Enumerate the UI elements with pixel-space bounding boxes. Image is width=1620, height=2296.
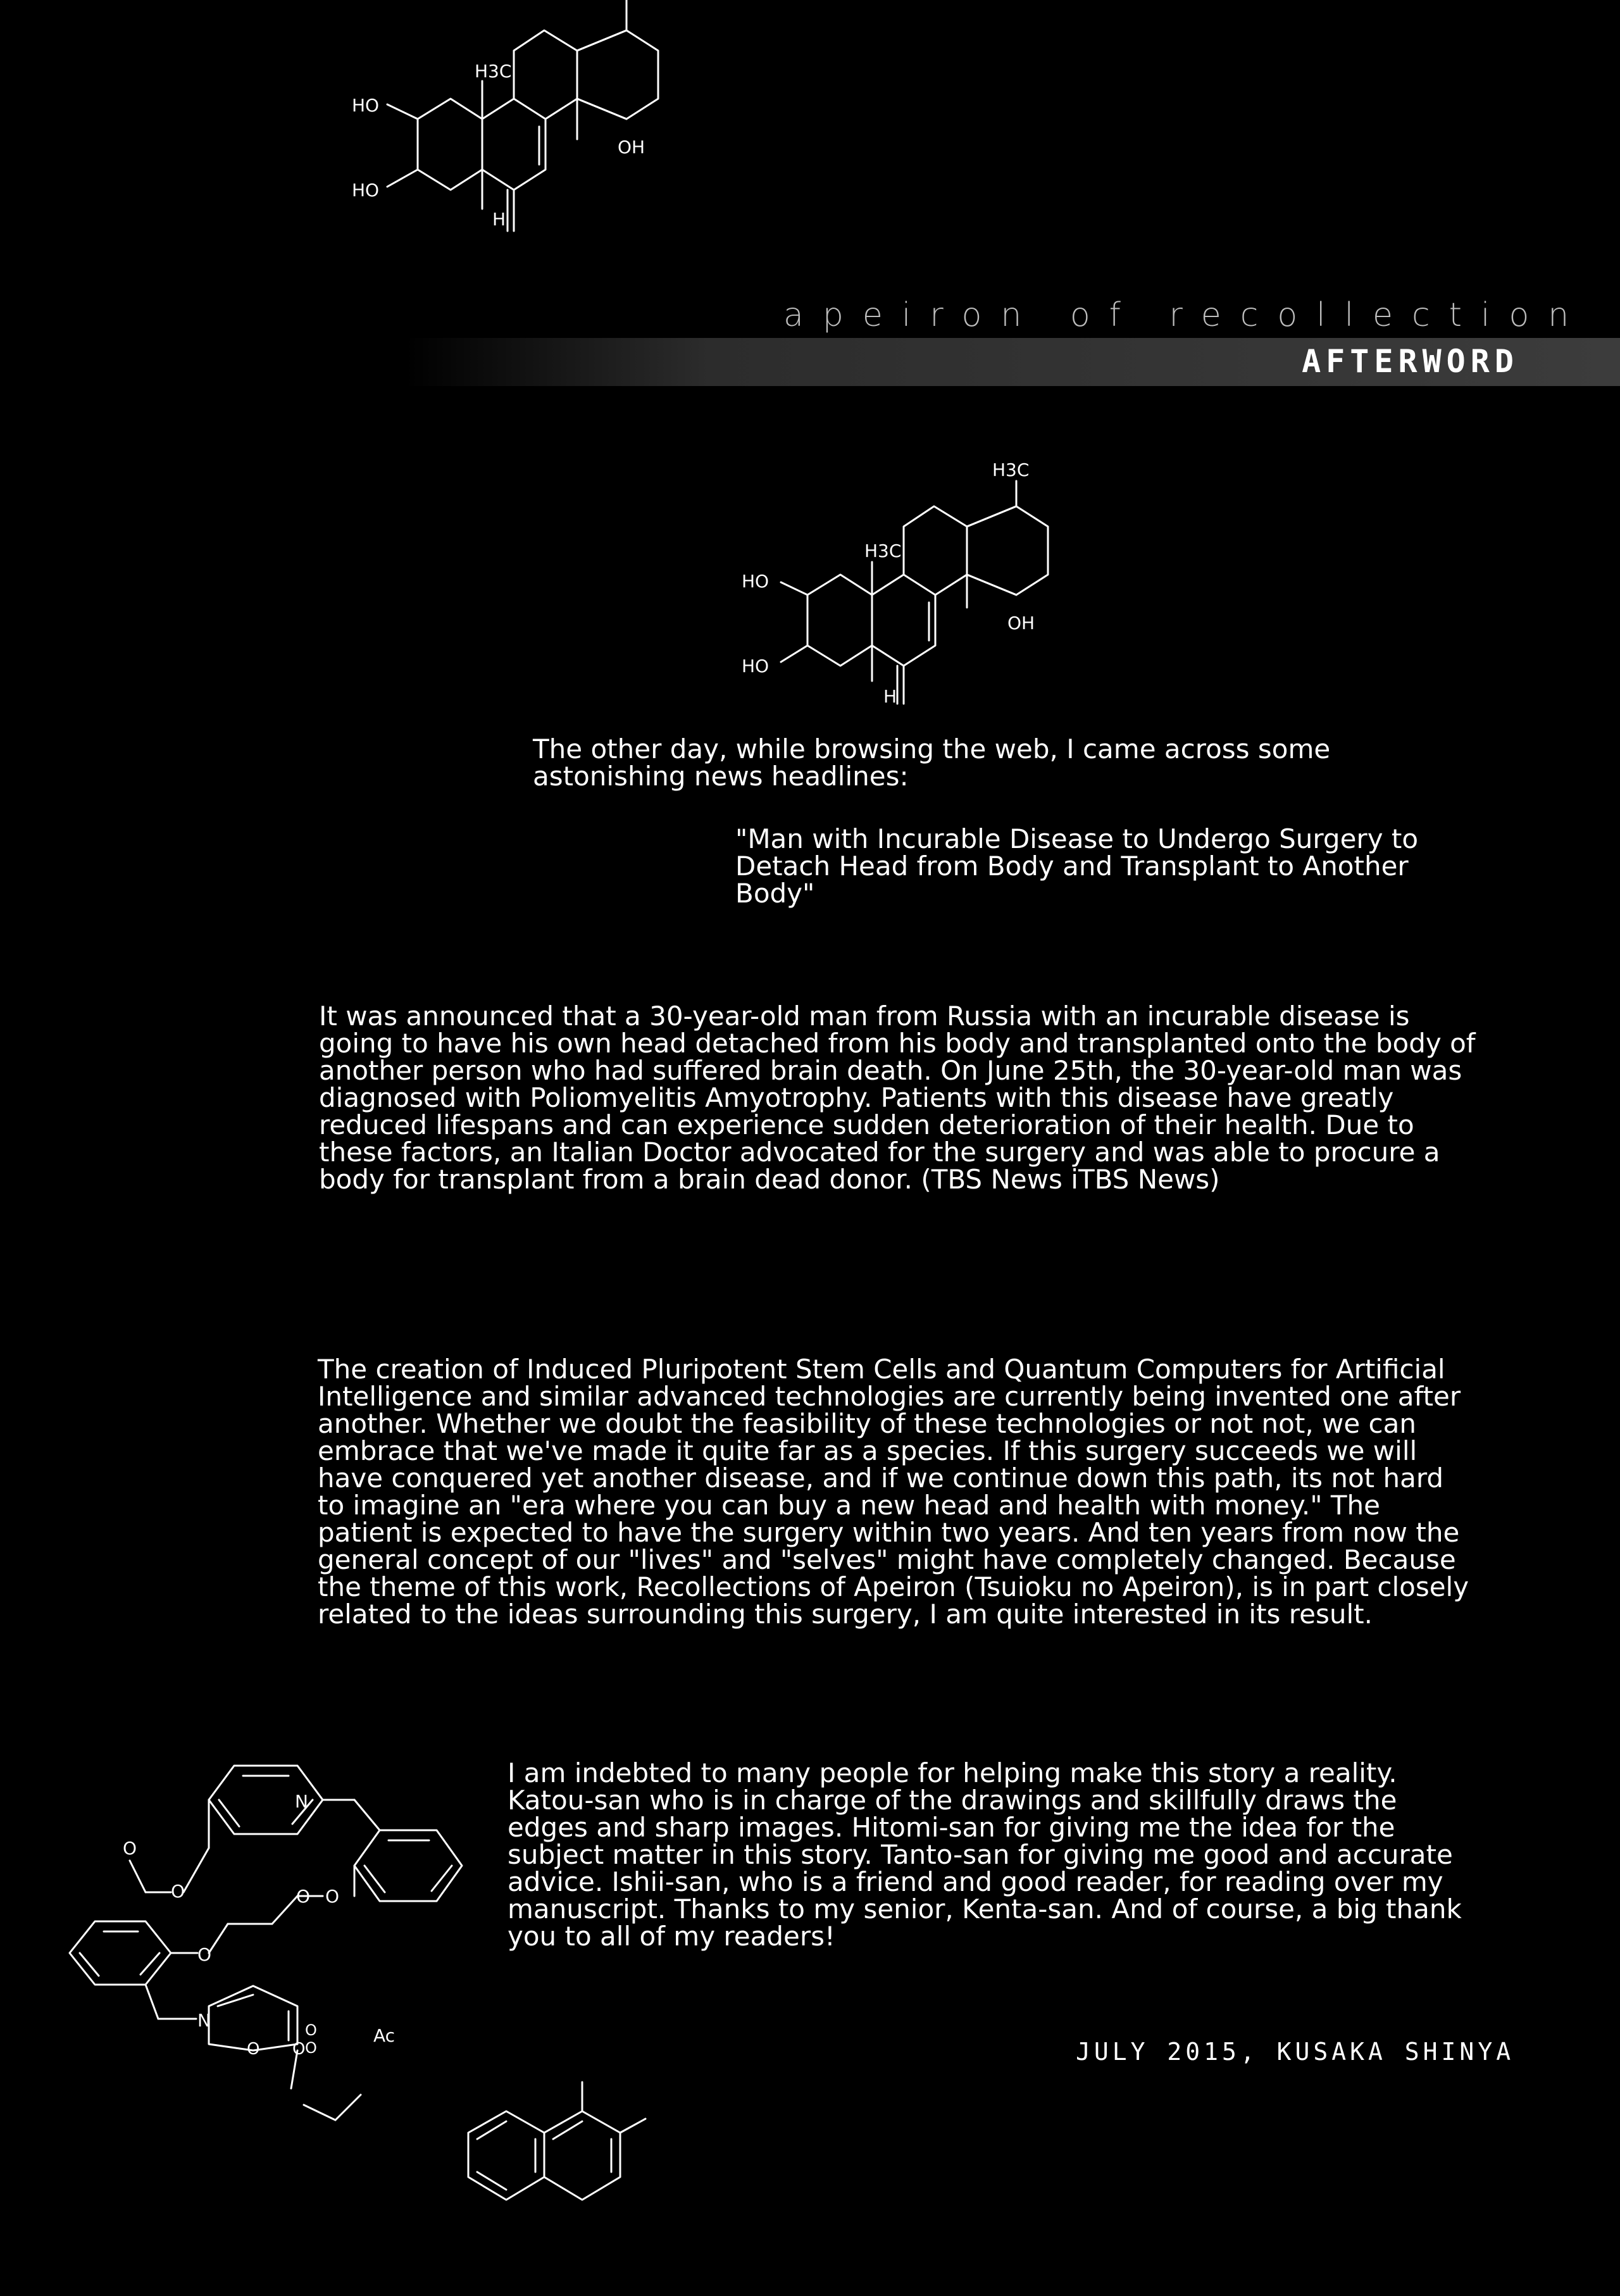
hydroxyl-label: HO [742,571,770,592]
hydroxyl-label: OH [618,137,645,158]
oxygen-label: O [197,1944,212,1965]
section-label: AFTERWORD [1302,343,1519,380]
naphthalene-diagram [430,2082,645,2253]
author-signature: JULY 2015, KUSAKA SHINYA [1076,2038,1515,2066]
top-molecule-diagram [342,6,734,247]
nitrogen-label: N [295,1791,308,1812]
benzene-ring-upper [354,1830,462,1901]
hydroxyl-label: OH [1007,613,1035,633]
benzene-ring-lower [70,1921,171,1985]
oxygen-label: O [292,2040,306,2059]
oxygen-label: O [247,2040,260,2059]
section-banner [405,338,1620,386]
center-molecule-diagram [734,456,1126,709]
acetyl-label: Ac [373,2025,396,2046]
hydroxyl-label: HO [352,180,380,201]
steroid-bonds [781,481,1048,704]
methyl-label: H3C [475,61,512,82]
hydrogen-label: H [883,686,897,707]
oxygen-label: O [325,1886,340,1907]
news-headline-quote: "Man with Incurable Disease to Undergo Surgery to Detach Head from Body and Transplant to Another Body" [735,823,1419,909]
steroid-bonds [387,0,658,231]
oxygen-label: O [305,2021,317,2039]
hydroxyl-label: HO [352,95,380,116]
hydrogen-label: H [492,209,506,230]
oxygen-label: O [123,1838,137,1859]
acknowledgements-paragraph: I am indebted to many people for helping make this story a reality. Katou-san who is in charge of the drawings and skillfully draws the edges and sharp images. Hitomi-san for giving me the idea for the subject matter in this story. Tanto-san for giving me good and accurate advice. Ishii-san, who is a friend and good reader, for reading over my manuscript. Thanks to my senior, Kenta-san. And of course, a big thank you to all of my readers! [508,1757,1462,1952]
methyl-label: H3C [864,540,902,561]
methyl-label: H3C [992,459,1030,480]
nitrogen-label: N [197,2010,211,2031]
oxygen-label: O [296,1886,311,1907]
series-title: apeiron of recollection [783,296,1588,334]
news-paragraph: It was announced that a 30-year-old man from Russia with an incurable disease is going to have his own head detached from his body and transplanted onto the body of another person who had suffered brain death. On June 25th, the 30-year-old man was diagnosed with Poliomyelitis Amyotrophy. Patients with this disease have greatly reduced lifespans and can experience sudden deterioration of their health. Due to these factors, an Italian Doctor advocated for the surgery and was able to procure a body for transplant from a brain dead donor. (TBS News iTBS News) [319,1001,1476,1195]
hydroxyl-label: HO [742,656,770,677]
oxygen-label: O [305,2039,317,2057]
intro-paragraph: The other day, while browsing the web, I came across some astonishing news headlines: [533,733,1331,792]
reflection-paragraph: The creation of Induced Pluripotent Stem Cells and Quantum Computers for Artificial Intelligence and similar advanced technologies are currently being invented one after another. Whether we doubt the feasibility of these technologies or not not, we can embrace that we've made it quite far as a species. If this surgery succeeds we will have conquered yet another disease, and if we continue down this path, its not hard to imagine an "era where you can buy a new head and health with money." The patient is expected to have the surgery within two years. And ten years from now the general concept of our "lives" and "selves" might have completely changed. Because the theme of this work, Recollections of Apeiron (Tsuioku no Apeiron), is in part closely related to the ideas surrounding this surgery, I am quite interested in its result. [318,1354,1469,1630]
bottom-left-molecule-tail [240,2050,392,2152]
oxygen-label: O [171,1881,185,1902]
bottom-left-molecule-diagram [57,1759,462,2059]
